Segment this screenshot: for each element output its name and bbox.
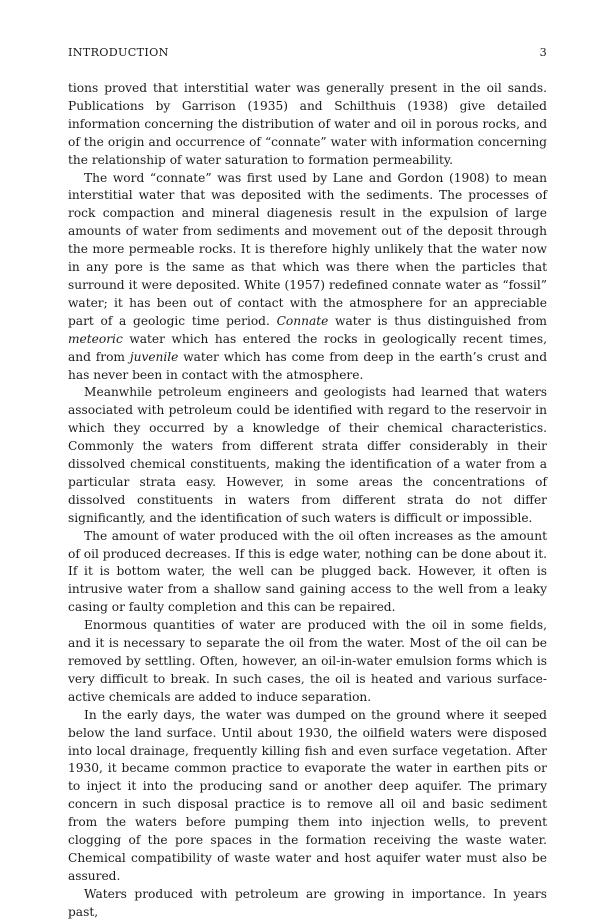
paragraph [68, 80, 547, 170]
running-header [68, 46, 547, 62]
text-segment: water which has entered the rocks in geologically recent times, and from [68, 331, 547, 364]
paragraph [68, 384, 547, 527]
text-segment: The word “connate” was first used by Lane and Gordon (1908) to mean interstitial water that was deposited with the sediments. The processes of rock compaction and mineral diagenesis result in the expulsion of large amounts of water from sediments and movement out of the deposit through the more permeable rocks. It is therefore highly unlikely that the water now in any pore is the same as that which was there when the particles that surround it were deposited. White (1957) redefined connate water as “fossil” water; it has been out of contact with the atmosphere for an appreciable part of a geologic time period. [68, 170, 547, 328]
paragraph [68, 707, 547, 886]
paragraph [68, 528, 547, 618]
text-segment: Waters produced with petroleum are growing in importance. In years past, [68, 886, 547, 919]
text-segment: In the early days, the water was dumped on the ground where it seeped below the land surface. Until about 1930, the oilfield waters were disposed into local drainage, frequently killing fish and even surface vegetation. After 1930, it became common practice to evaporate the water in earthen pits or to inject it into the producing sand or another deep aquifer. The primary concern in such disposal practice is to remove all oil and basic sediment from the waters before pumping them into injection wells, to prevent clogging of the pore spaces in the formation receiving the waste water. Chemical compatibility of waste water and host aquifer water must also be assured. [68, 707, 547, 883]
italic-term: juvenile [129, 349, 179, 364]
text-segment: Enormous quantities of water are produced with the oil in some fields, and it is necessary to separate the oil from the water. Most of the oil can be removed by settling. Often, however, an oil-in-water emulsion forms which is very difficult to break. In such cases, the oil is heated and various surface-active chemicals are added to induce separation. [68, 618, 547, 704]
chapter-title: INTRODUCTION [68, 46, 169, 59]
text-segment: water which has come from deep in the earth’s crust and has never been in contact with the atmosphere. [68, 349, 547, 382]
body-text [68, 80, 547, 922]
text-segment: The amount of water produced with the oil often increases as the amount of oil produced decreases. If this is edge water, nothing can be done about it. If it is bottom water, the well can be plugged back. However, it often is intrusive water from a shallow sand gaining access to the well from a leaky casing or faulty completion and this can be repaired. [68, 528, 547, 615]
italic-term: meteoric [68, 331, 123, 346]
text-segment: tions proved that interstitial water was generally present in the oil sands. Publications by Garrison (1935) and Schilthuis (1938) give detailed information concerning the distribution of water and oil in porous rocks, and of the origin and occurrence of “connate” water with information concerning the relationship of water saturation to formation permeability. [68, 81, 547, 167]
text-segment: Meanwhile petroleum engineers and geologists had learned that waters associated with petroleum could be identified with regard to the reservoir in which they occurred by a knowledge of their chemical characteristics. Commonly the waters from different strata differ considerably in their dissolved chemical constituents, making the identification of a water from a particular strata easy. However, in some areas the concentrations of dissolved constituents in waters from different strata do not differ significantly, and the identification of such waters is difficult or impossible. [68, 385, 547, 525]
italic-term: Connate [276, 313, 329, 328]
paragraph [68, 617, 547, 707]
paragraph [68, 170, 547, 385]
text-segment: water is thus distinguished from [328, 313, 547, 328]
page-number: 3 [539, 46, 547, 59]
paragraph [68, 886, 547, 922]
